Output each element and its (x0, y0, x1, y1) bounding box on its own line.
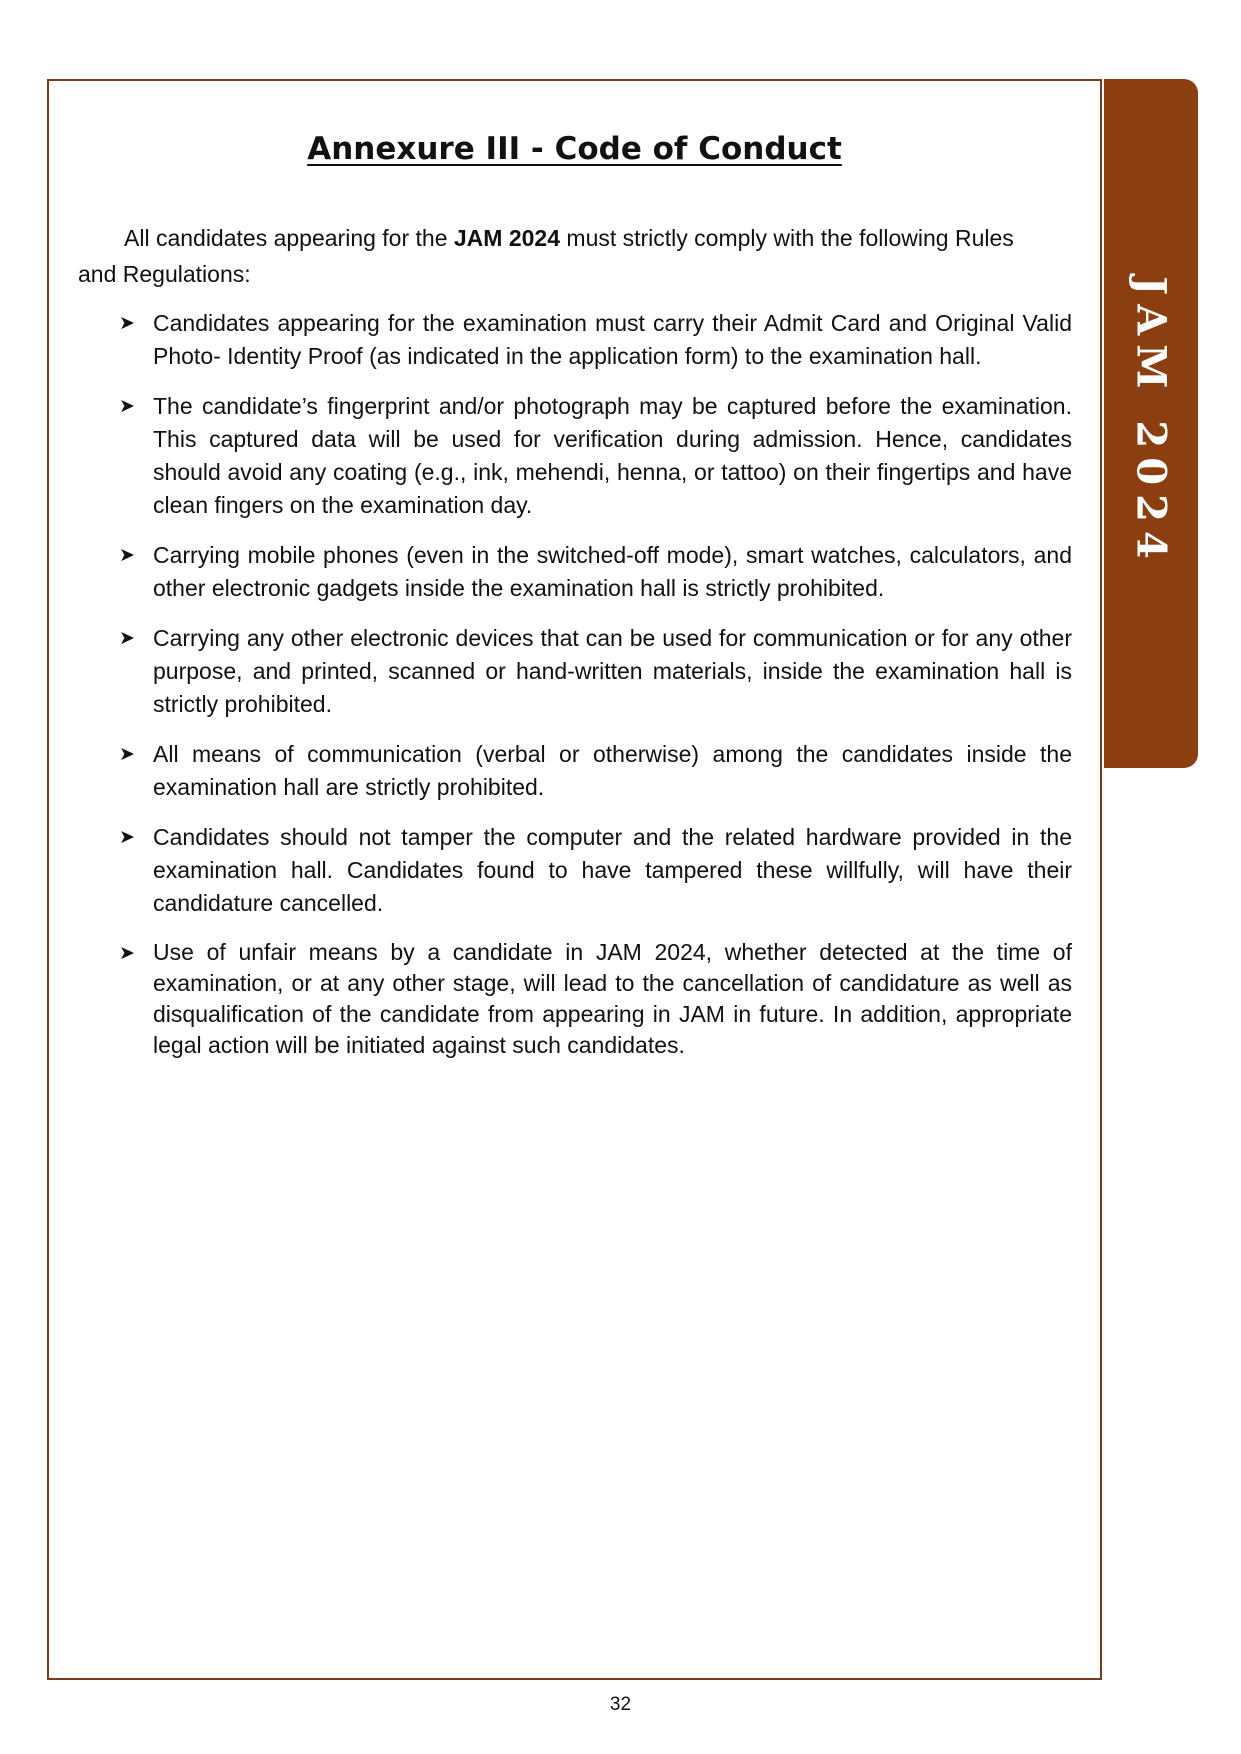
rule-item (115, 539, 1072, 605)
rule-item (115, 821, 1072, 920)
intro-paragraph (78, 220, 1038, 292)
page-number: 32 (609, 1694, 632, 1715)
arrow-bullet-icon: ➤ (119, 545, 135, 566)
arrow-bullet-icon: ➤ (119, 313, 135, 334)
rule-item (115, 738, 1072, 804)
intro-exam-name: JAM 2024 (453, 225, 561, 251)
rule-item (115, 937, 1072, 1061)
side-tab-label: JAM 2024 (1127, 276, 1175, 568)
rule-text: Use of unfair means by a candidate in JAM 2024, whether detected at the time of examination, or at any other stage, will lead to the cancellation of candidature as well as disqualification of the candidate from appearing in JAM in future. In addition, appropriate legal action will be initiated against such candidates. (153, 939, 1072, 1058)
rule-text: Candidates should not tamper the computer and the related hardware provided in the examination hall. Candidates found to have tampered these willfully, will have their candidature cancelled. (153, 824, 1072, 916)
rule-text: Carrying any other electronic devices that can be used for communication or for any other purpose, and printed, scanned or hand-written materials, inside the examination hall is strictly prohibited. (153, 625, 1072, 717)
rule-text: Carrying mobile phones (even in the switched-off mode), smart watches, calculators, and other electronic gadgets inside the examination hall is strictly prohibited. (153, 542, 1072, 601)
rule-text: All means of communication (verbal or otherwise) among the candidates inside the examination hall are strictly prohibited. (153, 741, 1072, 800)
rules-list (115, 307, 1072, 1078)
rule-item (115, 307, 1072, 373)
arrow-bullet-icon: ➤ (119, 396, 135, 417)
arrow-bullet-icon: ➤ (119, 827, 135, 848)
rule-text: Candidates appearing for the examination must carry their Admit Card and Original Valid Photo- Identity Proof (as indicated in the application form) to the examination hall. (153, 310, 1072, 369)
rule-item (115, 390, 1072, 522)
intro-suffix: must strictly comply with the following Rules and Regulations: (78, 225, 1014, 287)
intro-prefix: All candidates appearing for the (124, 225, 454, 251)
arrow-bullet-icon: ➤ (119, 628, 135, 649)
arrow-bullet-icon: ➤ (119, 943, 135, 964)
arrow-bullet-icon: ➤ (119, 744, 135, 765)
rule-item (115, 622, 1072, 721)
page-title: Annexure III - Code of Conduct (307, 131, 842, 167)
rule-text: The candidate’s fingerprint and/or photograph may be captured before the examination. This captured data will be used for verification during admission. Hence, candidates should avoid any coating (e.g., ink, mehendi, henna, or tattoo) on their fingertips and have clean fingers on the examination day. (153, 393, 1072, 518)
